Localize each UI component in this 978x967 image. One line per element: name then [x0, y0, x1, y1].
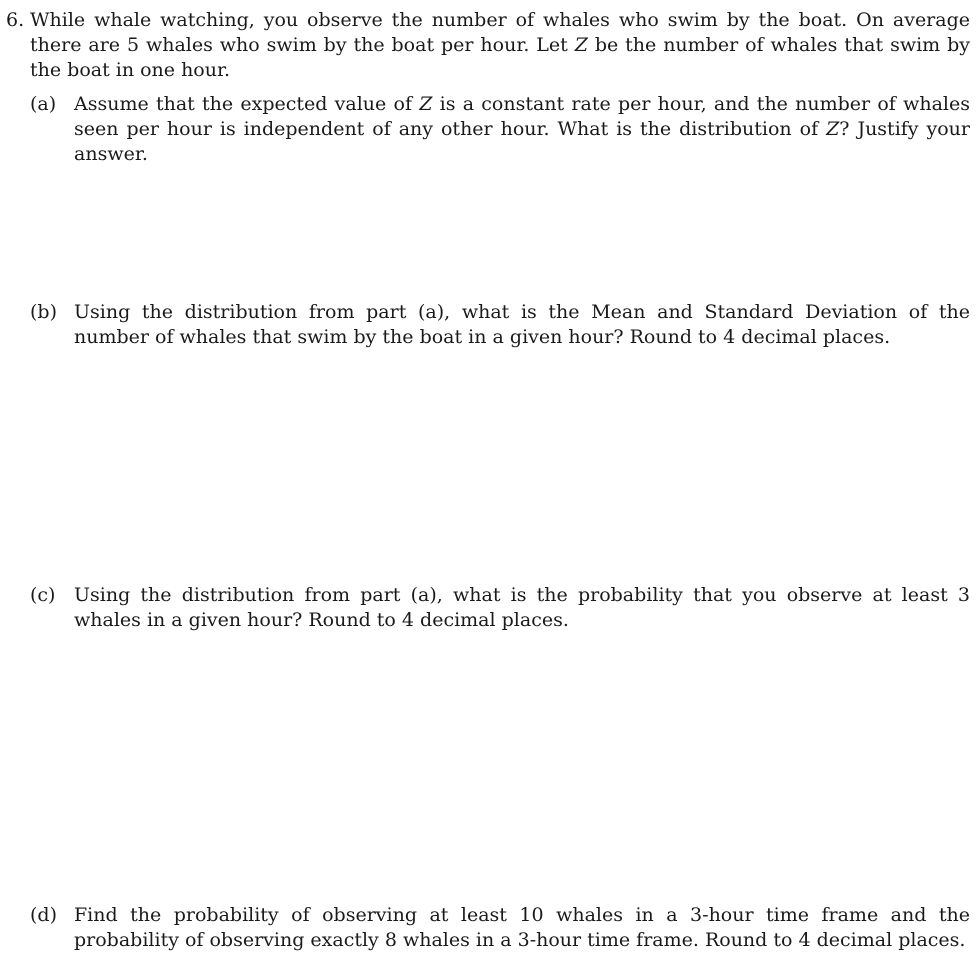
part-a-label: (a): [30, 93, 57, 115]
part-d-label: (d): [30, 904, 57, 926]
problem-6: [6, 8, 970, 83]
problem-intro: [6, 8, 970, 83]
part-b-label: (b): [30, 301, 57, 323]
part-c-label: (c): [30, 584, 56, 606]
part-b: [30, 300, 970, 350]
part-a: [30, 92, 970, 167]
part-c: [30, 583, 970, 633]
question-number: 6.: [6, 9, 25, 31]
question-intro-text: While whale watching, you observe the number of whales who swim by the boat. On average there are 5 whales who swim by the boat per hour. Let Z be the number of whales that swim by the boat in one hour.: [30, 9, 970, 81]
part-a-text: Assume that the expected value of Z is a constant rate per hour, and the number of whales seen per hour is independent of any other hour. What is the distribution of Z? Justify your answer.: [74, 93, 970, 165]
part-c-text: Using the distribution from part (a), what is the probability that you observe at least 3 whales in a given hour? Round to 4 decimal places.: [74, 584, 970, 631]
part-d-text: Find the probability of observing at least 10 whales in a 3-hour time frame and the probability of observing exactly 8 whales in a 3-hour time frame. Round to 4 decimal places.: [74, 904, 970, 951]
part-d: [30, 903, 970, 953]
part-b-text: Using the distribution from part (a), what is the Mean and Standard Deviation of the number of whales that swim by the boat in a given hour? Round to 4 decimal places.: [74, 301, 970, 348]
